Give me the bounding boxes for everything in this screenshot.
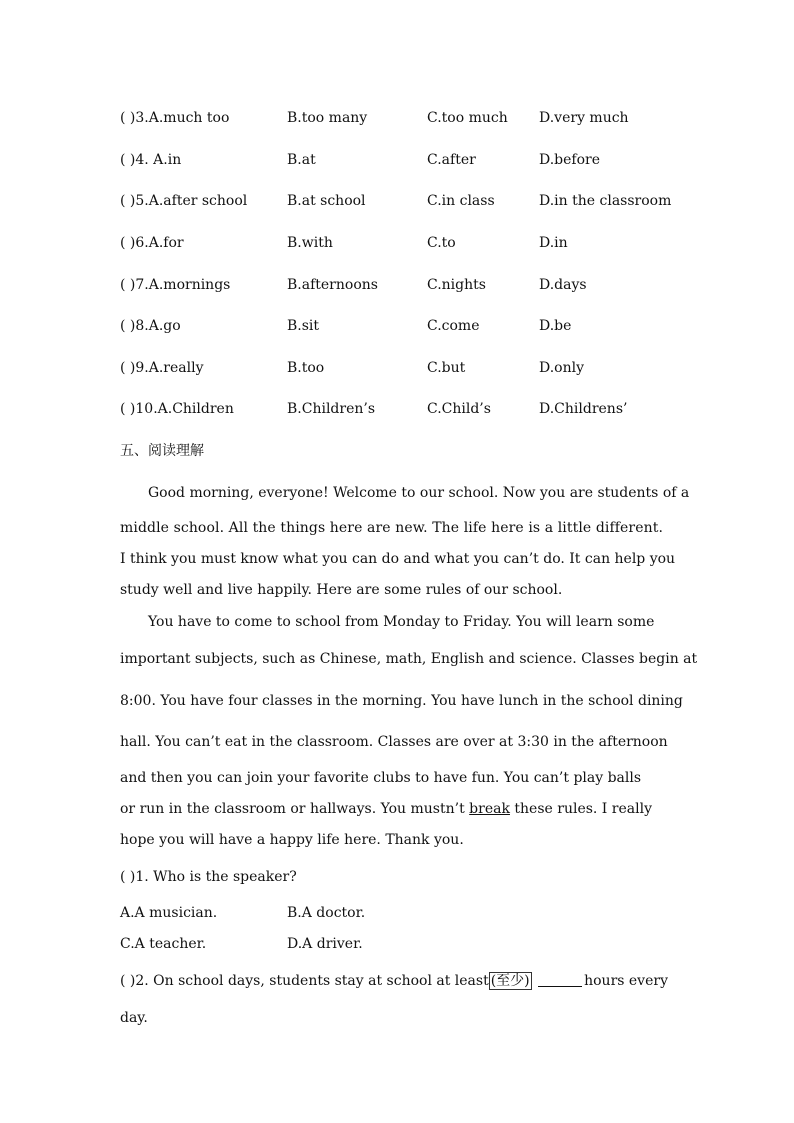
option-d: D.be: [539, 318, 572, 334]
option-d: D.only: [539, 360, 585, 376]
option-b: B.too: [287, 360, 325, 376]
passage-text: or run in the classroom or hallways. You mustn’t: [120, 801, 470, 817]
passage-line: middle school. All the things here are new. The life here is a little different.: [120, 520, 664, 536]
option-b: B.afternoons: [287, 277, 378, 293]
option-c: C.come: [427, 318, 480, 334]
passage-line: and then you can join your favorite clubs to have fun. You can’t play balls: [120, 770, 642, 786]
question-1-options-row-1: [120, 903, 690, 923]
option-b: B.Children’s: [287, 401, 376, 417]
option-c: C.A teacher.: [120, 936, 207, 952]
passage-line: [120, 799, 680, 819]
choice-row-9: [120, 358, 690, 378]
choice-row-5: [120, 191, 690, 211]
gloss-note: (至少): [490, 973, 530, 989]
section-title: 五、阅读理解: [120, 443, 204, 459]
choice-row-4: [120, 150, 690, 170]
option-c: C.but: [427, 360, 466, 376]
passage-line: important subjects, such as Chinese, math, English and science. Classes begin at: [120, 651, 698, 667]
option-d: D.in: [539, 235, 568, 251]
passage-line: I think you must know what you can do and what you can’t do. It can help you: [120, 551, 676, 567]
question-stem: ( )3.A.much too: [120, 110, 230, 126]
answer-blank[interactable]: [538, 972, 582, 987]
option-d: D.before: [539, 152, 601, 168]
question-2-continued: day.: [120, 1010, 148, 1026]
option-d: D.Childrens’: [539, 401, 628, 417]
question-1: ( )1. Who is the speaker?: [120, 869, 297, 885]
option-b: B.A doctor.: [287, 905, 366, 921]
passage-line: Good morning, everyone! Welcome to our school. Now you are students of a: [148, 485, 690, 501]
question-stem: ( )5.A.after school: [120, 193, 248, 209]
option-c: C.in class: [427, 193, 495, 209]
option-b: B.too many: [287, 110, 368, 126]
passage-line: You have to come to school from Monday to Friday. You will learn some: [148, 614, 655, 630]
question-2: [120, 971, 680, 991]
question-stem: ( )6.A.for: [120, 235, 184, 251]
option-c: C.after: [427, 152, 476, 168]
option-d: D.in the classroom: [539, 193, 672, 209]
passage-text: these rules. I really: [509, 801, 652, 817]
option-d: D.A driver.: [287, 936, 363, 952]
option-c: C.Child’s: [427, 401, 491, 417]
choice-row-10: [120, 399, 690, 419]
question-text: hours every: [584, 973, 668, 989]
question-stem: ( )4. A.in: [120, 152, 182, 168]
option-a: A.A musician.: [120, 905, 218, 921]
underlined-word: break: [469, 801, 510, 817]
passage-line: study well and live happily. Here are some rules of our school.: [120, 582, 563, 598]
option-d: D.very much: [539, 110, 629, 126]
choice-row-3: [120, 108, 690, 128]
option-c: C.nights: [427, 277, 486, 293]
option-b: B.at school: [287, 193, 366, 209]
question-stem: ( )9.A.really: [120, 360, 204, 376]
option-b: B.with: [287, 235, 333, 251]
question-stem: ( )10.A.Children: [120, 401, 234, 417]
choice-row-7: [120, 275, 690, 295]
passage-line: hope you will have a happy life here. Thank you.: [120, 832, 464, 848]
option-b: B.at: [287, 152, 316, 168]
option-d: D.days: [539, 277, 587, 293]
option-c: C.too much: [427, 110, 508, 126]
option-b: B.sit: [287, 318, 320, 334]
passage-line: 8:00. You have four classes in the morning. You have lunch in the school dining: [120, 693, 683, 709]
choice-row-6: [120, 233, 690, 253]
question-stem: ( )8.A.go: [120, 318, 181, 334]
passage-line: hall. You can’t eat in the classroom. Classes are over at 3:30 in the afternoon: [120, 734, 668, 750]
choice-row-8: [120, 316, 690, 336]
option-c: C.to: [427, 235, 456, 251]
question-text: ( )2. On school days, students stay at school at least: [120, 973, 489, 989]
question-1-options-row-2: [120, 934, 690, 954]
question-stem: ( )7.A.mornings: [120, 277, 231, 293]
